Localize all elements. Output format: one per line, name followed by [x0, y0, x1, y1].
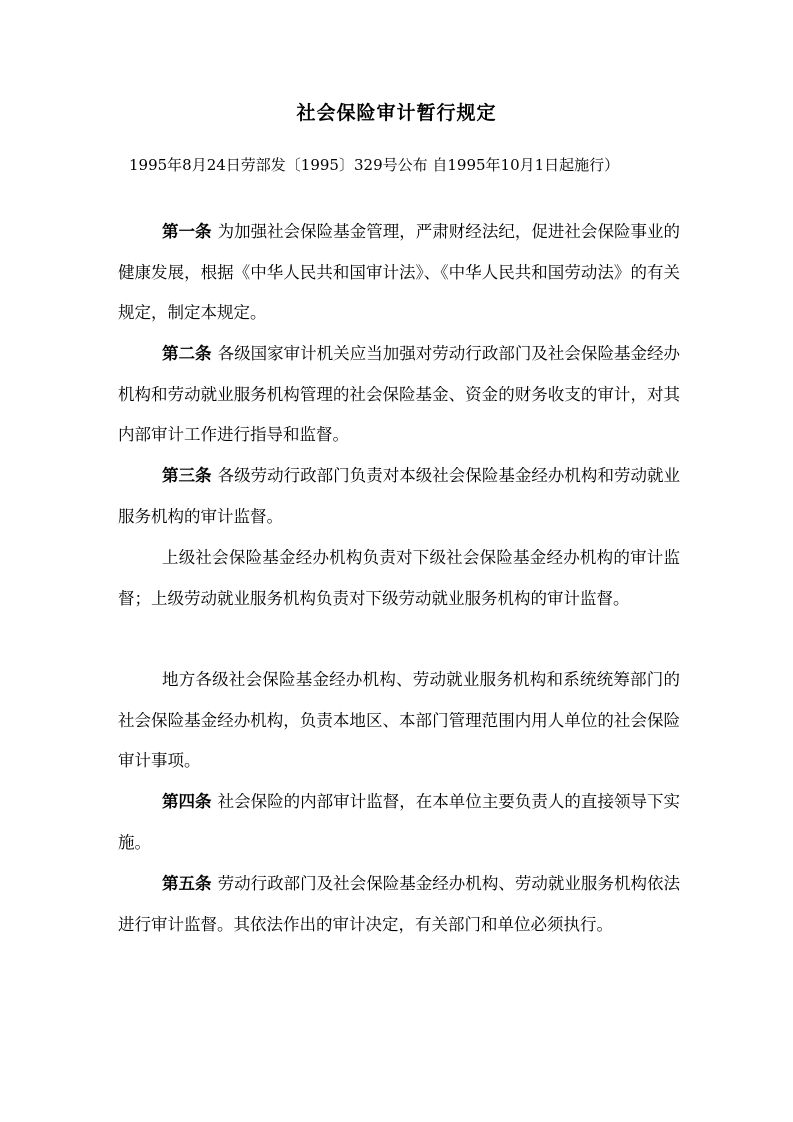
article-4-paragraph	[118, 782, 680, 863]
article-heading: 第五条	[162, 874, 212, 893]
article-heading: 第一条	[162, 222, 212, 241]
article-text: 为加强社会保险基金管理，严肃财经法纪，促进社会保险事业的健康发展，根据《中华人民共和国审计法》、《中华人民共和国劳动法》的有关规定，制定本规定。	[118, 222, 681, 322]
article-3-clause-3	[118, 660, 680, 782]
article-3-clause-2	[118, 538, 680, 619]
document-title: 社会保险审计暂行规定	[296, 102, 497, 124]
article-text: 各级国家审计机关应当加强对劳动行政部门及社会保险基金经办机构和劳动就业服务机构管理的社会保险基金、资金的财务收支的审计，对其内部审计工作进行指导和监督。	[118, 344, 681, 444]
article-heading: 第二条	[162, 344, 212, 363]
article-text: 社会保险的内部审计监督，在本单位主要负责人的直接领导下实施。	[118, 792, 681, 852]
article-3-paragraph	[118, 456, 680, 537]
document-subtitle: 1995年8月24日劳部发〔1995〕329号公布 自1995年10月1日起施行）	[129, 156, 620, 174]
article-text: 地方各级社会保险基金经办机构、劳动就业服务机构和系统统筹部门的社会保险基金经办机构，负责本地区、本部门管理范围内用人单位的社会保险审计事项。	[118, 670, 680, 770]
article-2-paragraph	[118, 334, 680, 456]
article-text: 上级社会保险基金经办机构负责对下级社会保险基金经办机构的审计监督；上级劳动就业服务机构负责对下级劳动就业服务机构的审计监督。	[118, 548, 680, 608]
article-5-paragraph	[118, 864, 680, 945]
article-1-paragraph	[118, 212, 680, 334]
article-heading: 第四条	[162, 792, 212, 811]
article-heading: 第三条	[162, 466, 212, 485]
article-text: 各级劳动行政部门负责对本级社会保险基金经办机构和劳动就业服务机构的审计监督。	[118, 466, 681, 526]
article-text: 劳动行政部门及社会保险基金经办机构、劳动就业服务机构依法进行审计监督。其依法作出的审计决定，有关部门和单位必须执行。	[118, 874, 681, 934]
